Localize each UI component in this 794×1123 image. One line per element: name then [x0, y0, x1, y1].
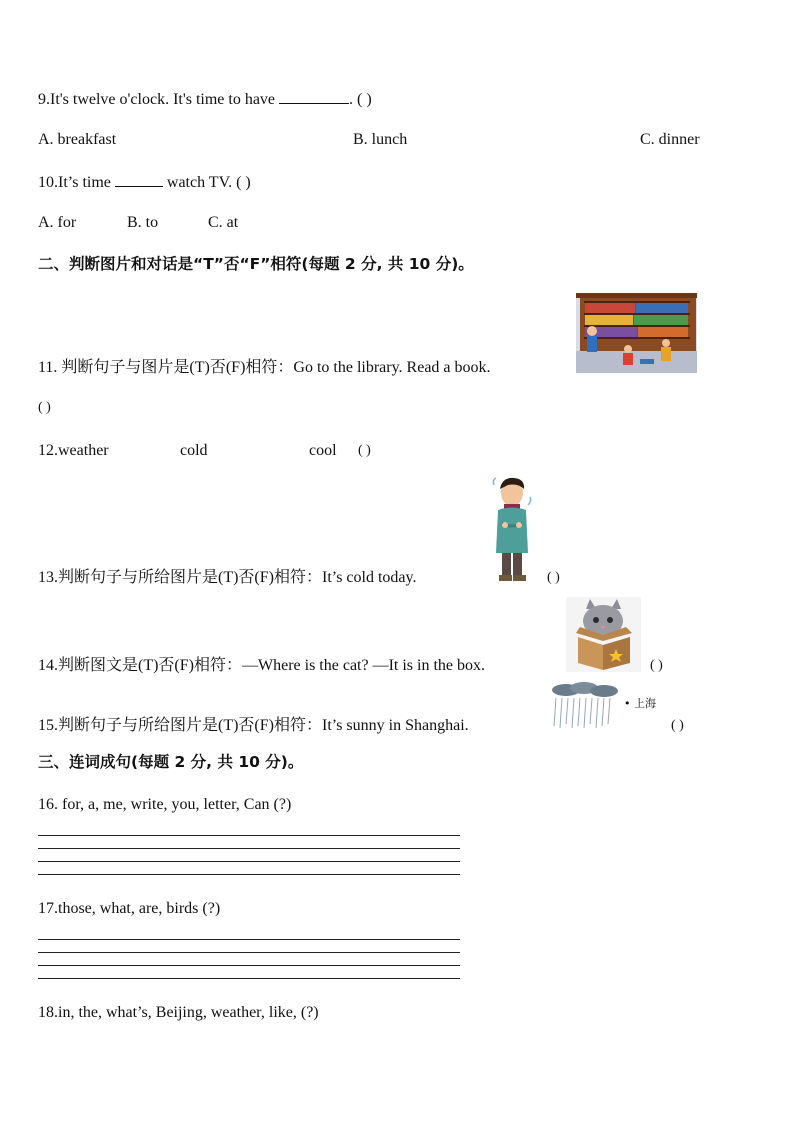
q12-label: 12.weather: [38, 442, 109, 459]
q9-option-c[interactable]: C. dinner: [640, 131, 700, 148]
q17-answer-line-3[interactable]: [38, 965, 460, 966]
question-13: 13.判断句子与所给图片是(T)否(F)相符：It’s cold today.: [38, 569, 417, 586]
cat-in-box-picture: [566, 597, 641, 672]
cold-boy-picture: [488, 475, 536, 585]
q9-option-b[interactable]: B. lunch: [353, 131, 408, 148]
q16-answer-line-3[interactable]: [38, 861, 460, 862]
q10-option-b[interactable]: B. to: [127, 214, 159, 231]
rain-weather-picture: [548, 682, 620, 730]
q16-answer-line-2[interactable]: [38, 848, 460, 849]
question-10: [38, 171, 251, 193]
question-16: 16. for, a, me, write, you, letter, Can (?): [38, 796, 292, 813]
question-15: 15.判断句子与所给图片是(T)否(F)相符：It’s sunny in Shanghai.: [38, 717, 469, 734]
q10-text-before: 10.It’s time: [38, 174, 115, 191]
q16-answer-line-1[interactable]: [38, 835, 460, 836]
q10-option-c[interactable]: C. at: [208, 214, 239, 231]
library-picture: [576, 293, 697, 373]
section-2-heading: 二、判断图片和对话是“T”否“F”相符(每题 2 分, 共 10 分)。: [38, 255, 474, 273]
q10-option-a[interactable]: A. for: [38, 214, 77, 231]
question-18: 18.in, the, what’s, Beijing, weather, like, (?): [38, 1004, 319, 1021]
question-11: 11. 判断句子与图片是(T)否(F)相符：Go to the library. Read a book.: [38, 359, 491, 376]
shanghai-city-label: • 上海: [624, 697, 656, 710]
q12-word-cool: cool: [309, 442, 337, 459]
q9-text-after: . ( ): [349, 91, 372, 108]
q9-blank[interactable]: [279, 88, 349, 104]
q17-answer-line-4[interactable]: [38, 978, 460, 979]
q10-blank[interactable]: [115, 171, 163, 187]
q15-answer-paren[interactable]: ( ): [671, 718, 684, 733]
q13-answer-paren[interactable]: ( ): [547, 570, 560, 585]
question-17: 17.those, what, are, birds (?): [38, 900, 221, 917]
q14-answer-paren[interactable]: ( ): [650, 658, 663, 673]
question-9: [38, 88, 372, 110]
question-14: 14.判断图文是(T)否(F)相符：—Where is the cat? —It is in the box.: [38, 657, 486, 674]
q17-answer-line-1[interactable]: [38, 939, 460, 940]
section-3-heading: 三、连词成句(每题 2 分, 共 10 分)。: [38, 753, 304, 771]
q16-answer-line-4[interactable]: [38, 874, 460, 875]
q10-text-after: watch TV. ( ): [162, 174, 251, 191]
q12-word-cold: cold: [180, 442, 208, 459]
q9-option-a[interactable]: A. breakfast: [38, 131, 117, 148]
q11-answer-paren[interactable]: ( ): [38, 400, 51, 415]
q9-text-before: 9.It's twelve o'clock. It's time to have: [38, 91, 280, 108]
q17-answer-line-2[interactable]: [38, 952, 460, 953]
q12-answer-paren[interactable]: ( ): [358, 443, 371, 458]
